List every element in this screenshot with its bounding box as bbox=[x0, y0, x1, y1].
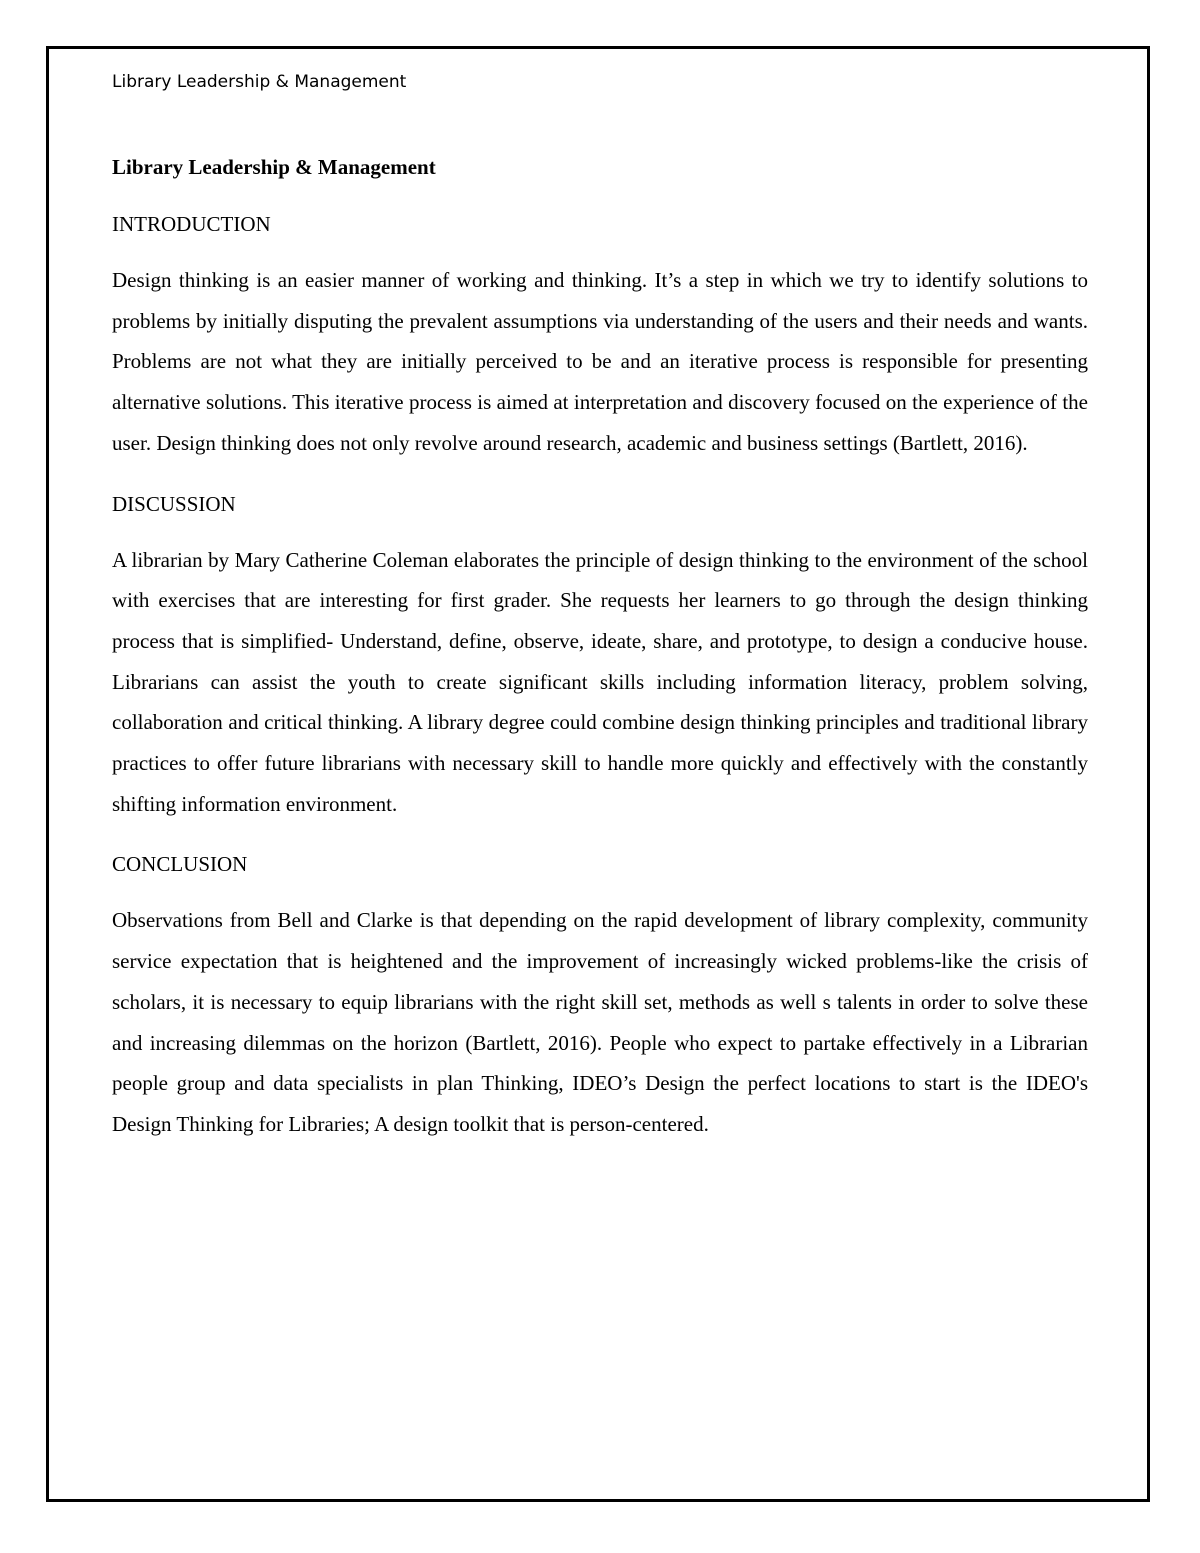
section-heading-discussion: DISCUSSION bbox=[112, 491, 236, 516]
section-heading-introduction: INTRODUCTION bbox=[112, 212, 271, 236]
introduction-paragraph: Design thinking is an easier manner of working and thinking. It’s a step in which we try to identify solutions to problems by initially disputing the prevalent assumptions via understanding of the users and their needs and wants. Problems are not what they are initially perceived to be and an iterative process is responsible for presenting alternative solutions. This iterative process is aimed at interpretation and discovery focused on the experience of the user. Design thinking does not only revolve around research, academic and business settings (Bartlett, 2016). bbox=[112, 268, 1088, 455]
document-title: Library Leadership & Management bbox=[112, 155, 436, 179]
discussion-paragraph: A librarian by Mary Catherine Coleman elaborates the principle of design thinking to the environment of the school with exercises that are interesting for first grader. She requests her learners to go through the design thinking process that is simplified- Understand, define, observe, ideate, share, and prototype, to design a conducive house. Librarians can assist the youth to create significant skills including information literacy, problem solving, collaboration and critical thinking. A library degree could combine design thinking principles and traditional library practices to offer future librarians with necessary skill to handle more quickly and effectively with the constantly shifting information environment. bbox=[112, 547, 1088, 816]
section-heading-conclusion: CONCLUSION bbox=[112, 852, 248, 877]
conclusion-paragraph: Observations from Bell and Clarke is that depending on the rapid development of library complexity, community service expectation that is heightened and the improvement of increasingly wicked problems-like the crisis of scholars, it is necessary to equip librarians with the right skill set, methods as well s talents in order to solve these and increasing dilemmas on the horizon (Bartlett, 2016). People who expect to partake effectively in a Librarian people group and data specialists in plan Thinking, IDEO’s Design the perfect locations to start is the IDEO's Design Thinking for Libraries; A design toolkit that is person-centered. bbox=[112, 908, 1088, 1136]
running-header: Library Leadership & Management bbox=[112, 72, 407, 92]
document-body bbox=[112, 150, 1088, 1145]
